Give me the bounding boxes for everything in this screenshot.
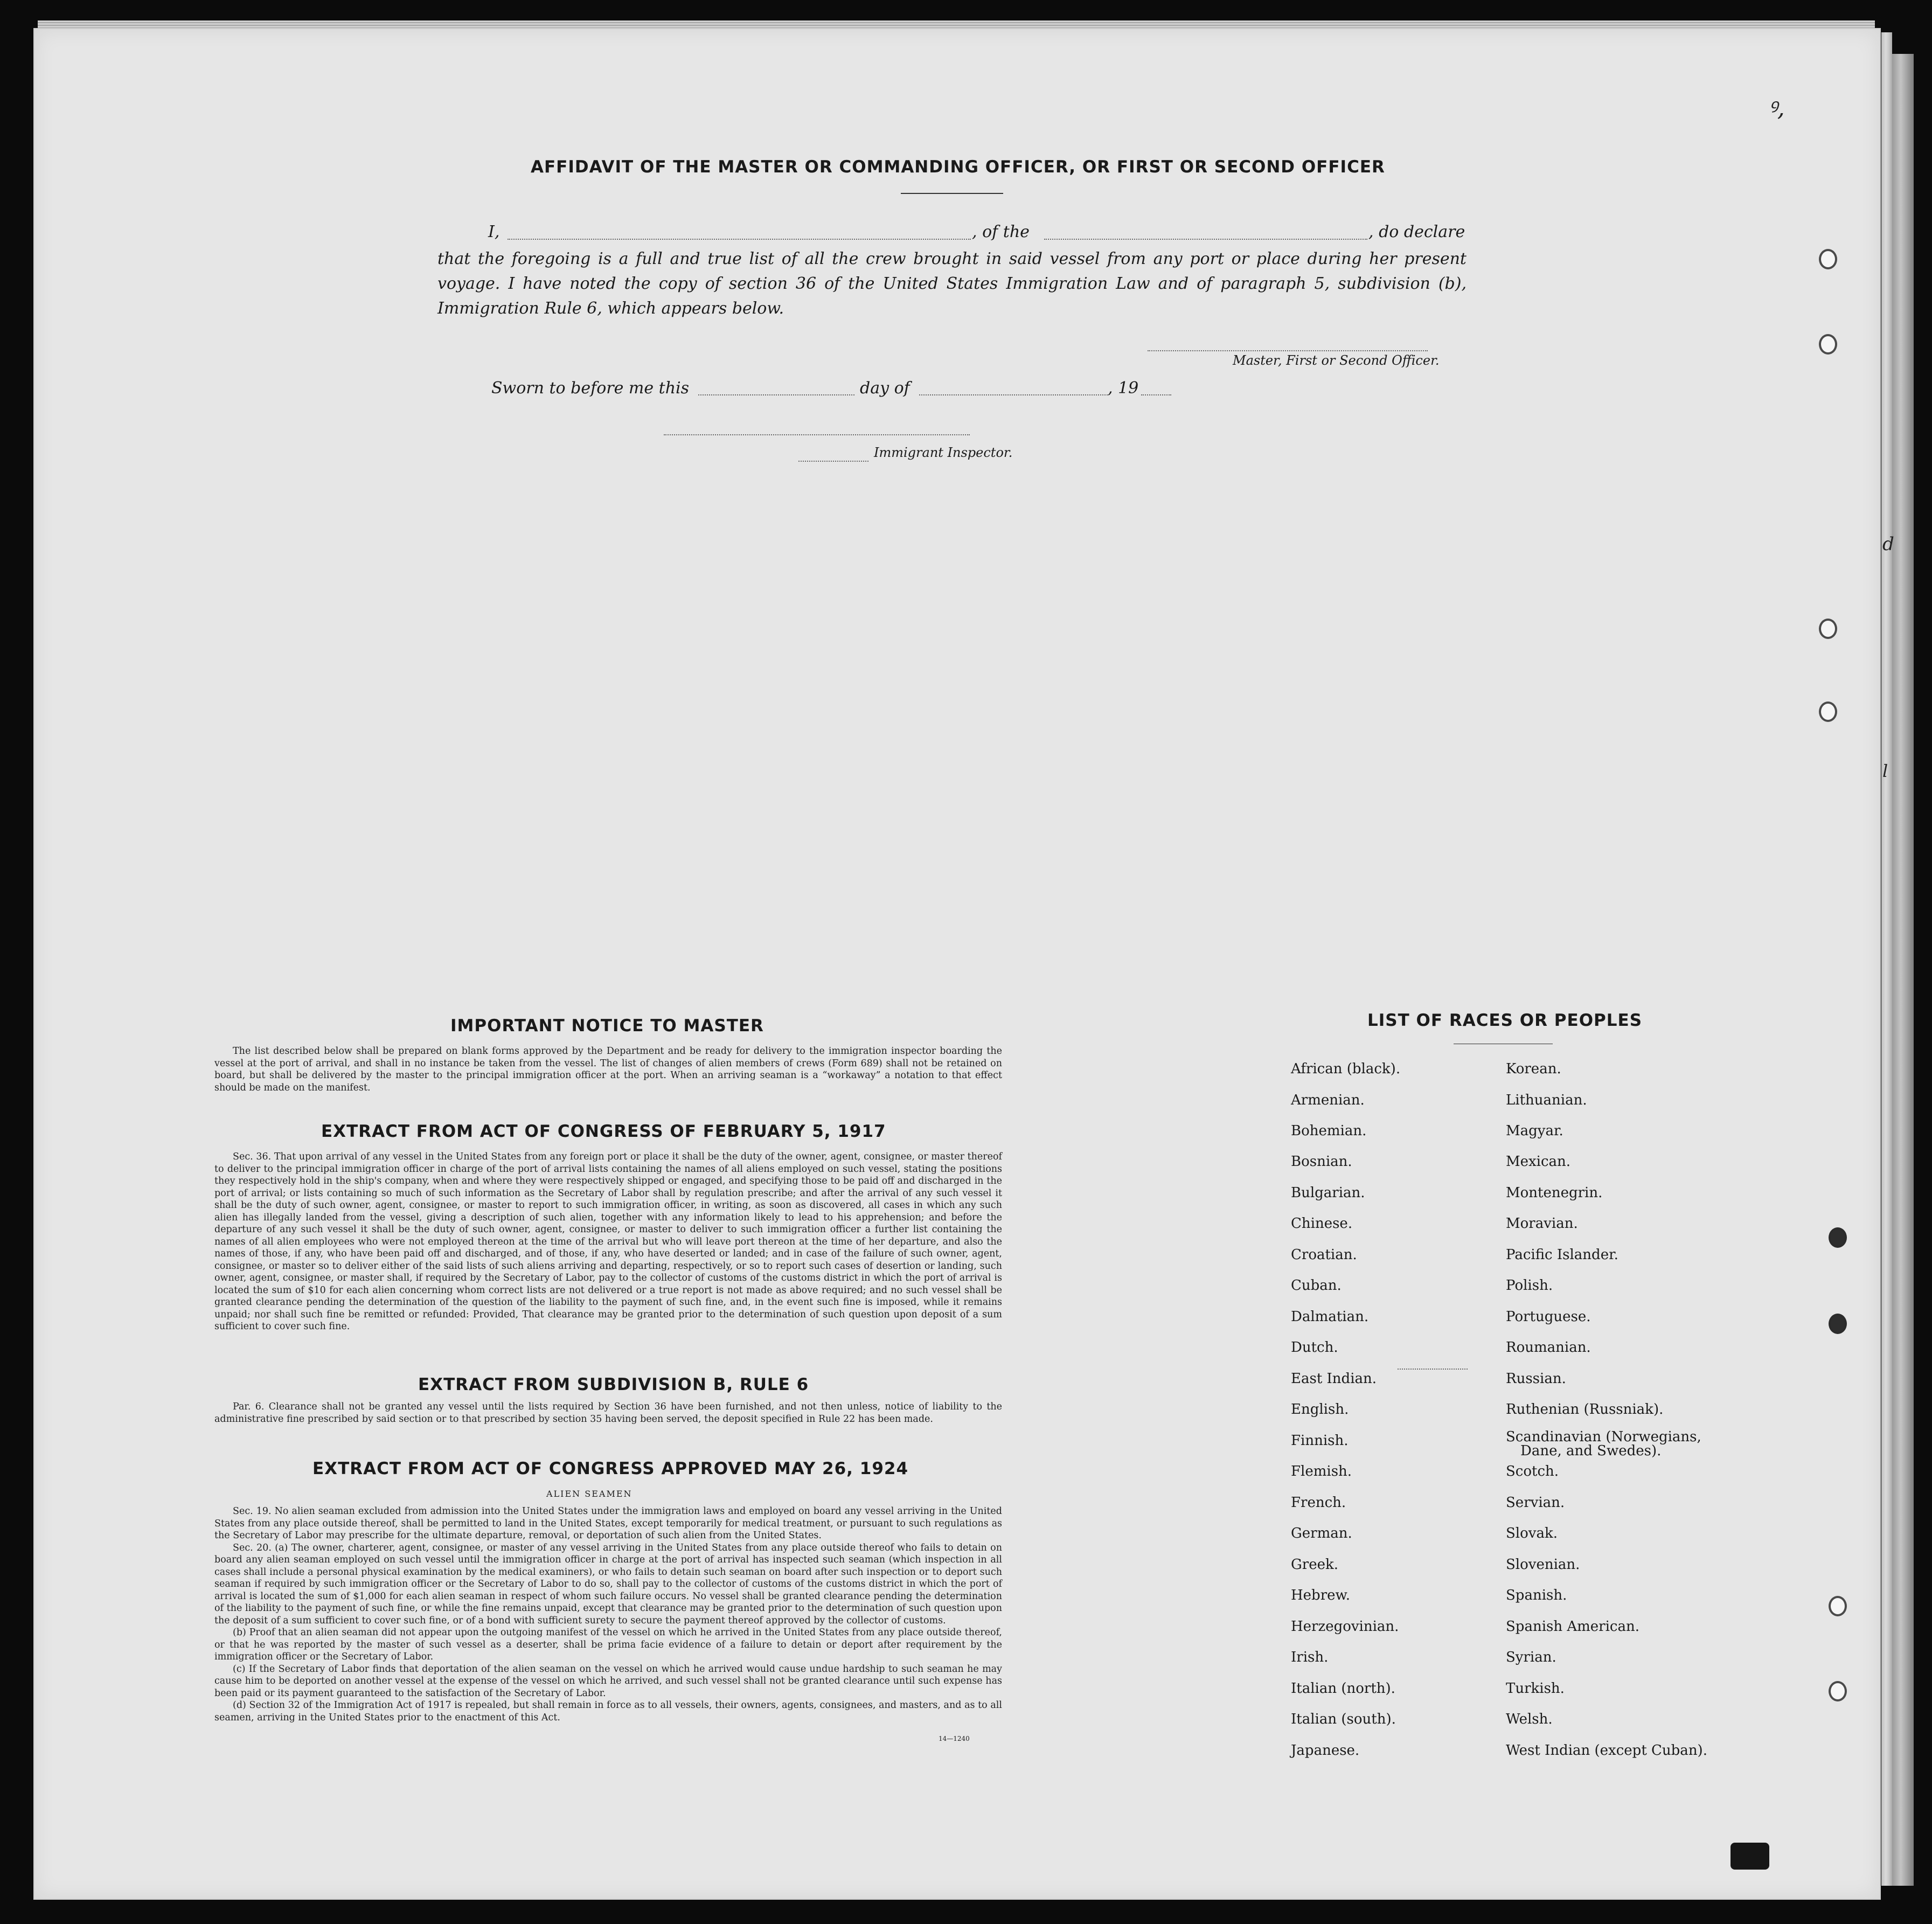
extract-1924-subtitle: ALIEN SEAMEN [546, 1489, 633, 1499]
extract-rule6-title: EXTRACT FROM SUBDIVISION B, RULE 6 [418, 1375, 809, 1394]
races-title: LIST OF RACES OR PEOPLES [1367, 1011, 1643, 1030]
race-item: French. [1291, 1495, 1346, 1511]
extract-1917-title: EXTRACT FROM ACT OF CONGRESS OF FEBRUARY 5, 1917 [321, 1122, 886, 1141]
race-item: Finnish. [1291, 1433, 1349, 1449]
race-item: Chinese. [1291, 1215, 1353, 1232]
inspector-line-2 [798, 461, 868, 462]
affidavit-i: I, [488, 223, 500, 241]
race-item: Russian. [1506, 1371, 1566, 1387]
race-item: Magyar. [1506, 1123, 1563, 1139]
race-item: Welsh. [1506, 1711, 1553, 1727]
sec-19: Sec. 19. No alien seaman excluded from admission into the United States under the immigration laws and employed on board any vessel arriving in the United States from any place outside thereof, shall be permitted to land in the United States, except temporarily for medical treatment, or pursuant to such regulations as the Secretary of Labor may prescribe for the ultimate departure, removal, or deportation of such alien from the United States. [214, 1506, 1002, 1541]
race-item: Ruthenian (Russniak). [1506, 1401, 1664, 1418]
race-item: Moravian. [1506, 1215, 1578, 1232]
race-item: Spanish. [1506, 1587, 1567, 1603]
race-item: Pacific Islander. [1506, 1247, 1618, 1263]
race-item: Roumanian. [1506, 1339, 1591, 1356]
race-item: Polish. [1506, 1277, 1553, 1294]
race-item: Slovenian. [1506, 1557, 1580, 1573]
master-signature-line [1148, 350, 1428, 351]
binder-edge [1892, 54, 1914, 1886]
notice-body: The list described below shall be prepared on blank forms approved by the Department and be ready for delivery to the immigration inspector boarding the vessel at the port of arrival, and shall in no instance be taken from the vessel. The list of changes of alien members of crews (Form 689) shall not be retained on board, but shall be delivered by the master to the principal immigration officer at the port. When an arriving seaman is a “workaway” a notation to that effect should be made on the manifest. [214, 1046, 1002, 1093]
page-edge [1881, 32, 1892, 1886]
sworn-month-line [919, 394, 1108, 395]
sec-20d: (d) Section 32 of the Immigration Act of 1917 is repealed, but shall remain in force as to all vessels, their owners, agents, consignees, and masters, and as to all seamen, arriving in the United States prior to the enactment of this Act. [214, 1700, 1002, 1723]
race-item: Italian (south). [1291, 1711, 1396, 1727]
race-item: Japanese. [1291, 1742, 1360, 1759]
affidavit-title-rule [901, 193, 1003, 194]
year-text: , 19 [1108, 379, 1139, 398]
extract-1924-body [214, 1505, 1002, 1724]
race-item: Scotch. [1506, 1463, 1559, 1480]
margin-mark: l [1882, 761, 1888, 781]
race-item: Cuban. [1291, 1277, 1342, 1294]
punch-hole-icon [1829, 1314, 1847, 1334]
sworn-text: Sworn to before me this [491, 379, 690, 398]
race-item: Montenegrin. [1506, 1185, 1603, 1201]
race-item: Greek. [1291, 1557, 1338, 1573]
form-number: 14—1240 [939, 1735, 970, 1742]
name-line [508, 239, 971, 240]
binder-clip [1731, 1843, 1769, 1870]
race-item: Herzegovinian. [1291, 1619, 1399, 1635]
race-item: German. [1291, 1525, 1352, 1541]
extract-rule6-body: Par. 6. Clearance shall not be granted any vessel until the lists required by Section 36 have been furnished, and not then unless, notice of liability to the administrative fine prescribed by said section or to that prescribed by section 35 having been served, the deposit specified in Rule 22 has been made. [214, 1401, 1002, 1425]
race-item: Croatian. [1291, 1247, 1357, 1263]
race-item: Scandinavian (Norwegians, [1506, 1429, 1701, 1445]
affidavit-title: AFFIDAVIT OF THE MASTER OR COMMANDING OFFICER, OR FIRST OR SECOND OFFICER [531, 157, 1385, 177]
race-item: Dane, and Swedes). [1520, 1443, 1662, 1459]
day-of-text: day of [860, 379, 910, 398]
inspector-caption: Immigrant Inspector. [874, 445, 1013, 460]
notice-title: IMPORTANT NOTICE TO MASTER [450, 1016, 764, 1036]
race-item: Hebrew. [1291, 1587, 1350, 1603]
punch-hole-icon [1819, 249, 1837, 269]
race-item: Servian. [1506, 1495, 1565, 1511]
race-item: Slovak. [1506, 1525, 1558, 1541]
inspector-signature-line [664, 434, 970, 435]
punch-hole-icon [1829, 1681, 1847, 1701]
race-item: West Indian (except Cuban). [1506, 1742, 1707, 1759]
race-item: Portuguese. [1506, 1309, 1591, 1325]
race-item: Italian (north). [1291, 1680, 1395, 1697]
vessel-line [1044, 239, 1367, 240]
sworn-day-line [698, 394, 854, 395]
punch-hole-icon [1819, 619, 1837, 639]
race-item: Flemish. [1291, 1463, 1352, 1480]
punch-hole-icon [1819, 334, 1837, 355]
race-item: Mexican. [1506, 1154, 1571, 1170]
race-item: English. [1291, 1401, 1349, 1418]
sworn-year-line [1141, 394, 1171, 395]
race-item: Dalmatian. [1291, 1309, 1369, 1325]
race-item: African (black). [1291, 1061, 1401, 1077]
margin-mark: ꝰ, [1768, 94, 1785, 122]
race-item: Armenian. [1291, 1092, 1365, 1108]
punch-hole-icon [1829, 1227, 1847, 1248]
extract-1924-title: EXTRACT FROM ACT OF CONGRESS APPROVED MAY 26, 1924 [312, 1459, 909, 1478]
race-item: Lithuanian. [1506, 1092, 1587, 1108]
race-item: Bulgarian. [1291, 1185, 1365, 1201]
race-item: Bosnian. [1291, 1154, 1352, 1170]
punch-hole-icon [1819, 701, 1837, 722]
margin-mark: d [1882, 533, 1894, 555]
race-item: East Indian. [1291, 1371, 1377, 1387]
sec-20a: Sec. 20. (a) The owner, charterer, agent, consignee, or master of any vessel arriving in the United States from any place outside thereof who fails to detain on board any alien seaman employed on such vessel until the immigration officer in charge at the port of arrival has inspected such seaman (which inspection in all cases shall include a personal physical examination by the medical examiners), or who fails to detain such seaman on board after such inspection or to deport such seaman if required by such immigration officer or the Secretary of Labor to do so, shall pay to the collector of customs of the customs district in which the port of arrival is located the sum of $1,000 for each alien seaman in respect of whom such failure occurs. No vessel shall be granted clearance pending the determination of the liability to the payment of such fine, or while the fine remains unpaid, except that clearance may be granted prior to the determination of such question upon the deposit of a sum sufficient to cover such fine, or of a bond with sufficient surety to secure the payment thereof approved by the collector of customs. [214, 1542, 1002, 1626]
race-item: Turkish. [1506, 1680, 1565, 1697]
punch-hole-icon [1829, 1596, 1847, 1616]
race-item: Bohemian. [1291, 1123, 1367, 1139]
master-caption: Master, First or Second Officer. [1233, 353, 1440, 368]
affidavit-do-declare: , do declare [1368, 223, 1465, 241]
extract-1917-body: Sec. 36. That upon arrival of any vessel in the United States from any foreign port or place it shall be the duty of the owner, agent, consignee, or master thereof to deliver to the principal immigration officer in charge of the port of arrival lists containing the names of all aliens employed on such vessel, stating the positions they respectively hold in the ship's company, when and where they were respectively shipped or engaged, and specifying those to be paid off and discharged in the port of arrival; or lists containing so much of such information as the Secretary of Labor shall by regulation prescribe; and after the arrival of any such vessel it shall be the duty of such owner, agent, consignee, or master to report to such immigration officer, in writing, as soon as discovered, all cases in which any such alien has illegally landed from the vessel, giving a description of such alien, together with any information likely to lead to his apprehension; and before the departure of any such vessel it shall be the duty of such owner, agent, consignee, or master to deliver to such immigration officer a further list containing the names of all alien employees who were not employed thereon at the time of the arrival but who will leave port thereon at the time of her departure, and also the names of those, if any, who have been paid off and discharged, and of those, if any, who have deserted or landed; and in case of the failure of such owner, agent, consignee, or master so to deliver either of the said lists of such aliens arriving and departing, respectively, or so to report such cases of desertion or landing, such owner, agent, consignee, or master shall, if required by the Secretary of Labor, pay to the collector of customs of the customs district in which the port of arrival is located the sum of $10 for each alien concerning whom correct lists are not delivered or a true report is not made as above required; and no such vessel shall be granted clearance pending the determination of the question of the liability to the payment of such fine, and, in the event such fine is imposed, while it remains unpaid; nor shall such fine be remitted or refunded: Provided, That clearance may be granted prior to the determination of such question upon deposit of a sum sufficient to cover such fine. [214, 1151, 1002, 1332]
sec-20b: (b) Proof that an alien seaman did not appear upon the outgoing manifest of the vessel on which he arrived in the United States from any place outside thereof, or that he was reported by the master of such vessel as a deserter, shall be prima facie evidence of a failure to detain or deport after requirement by the immigration officer or the Secretary of Labor. [214, 1627, 1002, 1662]
race-item: Spanish American. [1506, 1619, 1640, 1635]
race-item: Dutch. [1291, 1339, 1338, 1356]
margin-dots [1398, 1369, 1468, 1370]
race-item: Syrian. [1506, 1649, 1556, 1665]
race-item: Irish. [1291, 1649, 1329, 1665]
race-item: Korean. [1506, 1061, 1561, 1077]
affidavit-of-the: , of the [972, 223, 1030, 241]
sec-20c: (c) If the Secretary of Labor finds that deportation of the alien seaman on the vessel on which he arrived would cause undue hardship to such seaman he may cause him to be deported on another vessel at the expense of the vessel on which he arrived, and such vessel shall not be granted clearance until such expense has been paid or its payment guaranteed to the satisfaction of the Secretary of Labor. [214, 1663, 1002, 1699]
affidavit-body: that the foregoing is a full and true list of all the crew brought in said vessel from any port or place during her present voyage. I have noted the copy of section 36 of the United States Immigration Law and of paragraph 5, subdivision (b), Immigration Rule 6, which appears below. [437, 249, 1467, 318]
